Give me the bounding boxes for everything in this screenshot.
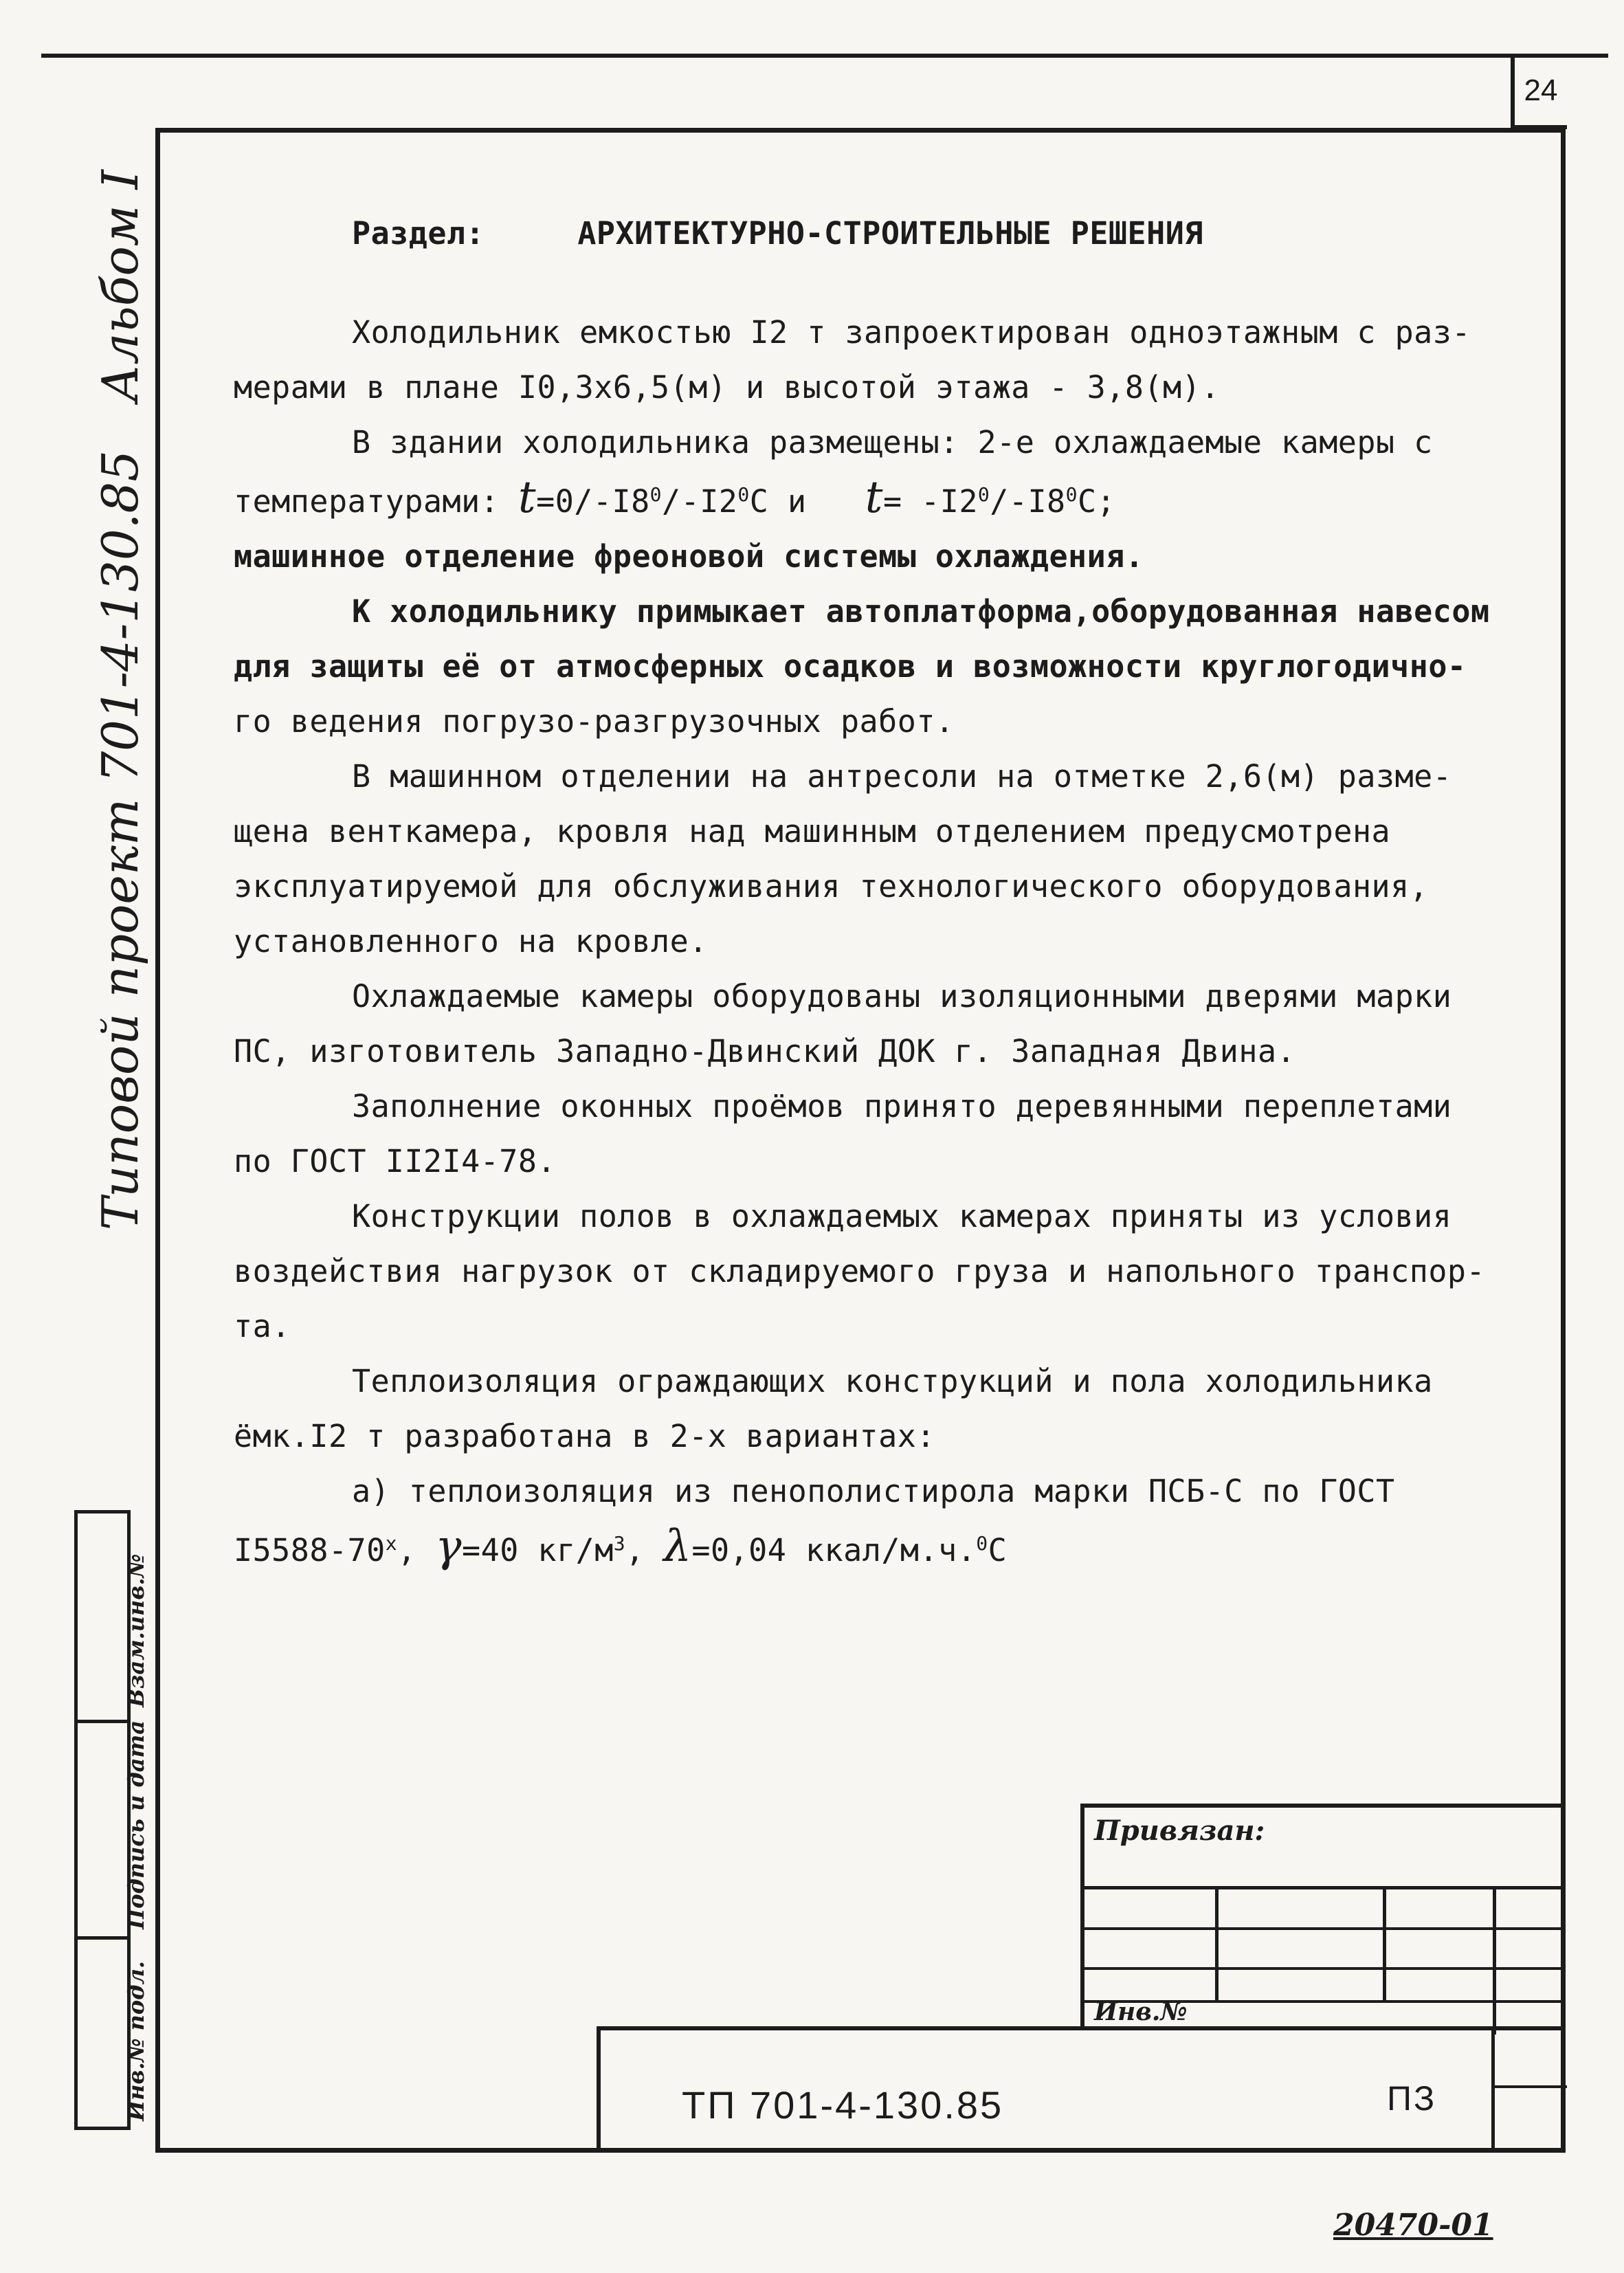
paragraph-3-line-3: го ведения погрузо-разгрузочных работ.	[234, 703, 955, 740]
temperature-values-2a: = -I2	[882, 483, 978, 520]
document-code: ТП 701-4-130.85	[682, 2083, 1004, 2127]
gost-number: I5588-70	[234, 1532, 386, 1568]
gamma-symbol: γ	[435, 1521, 463, 1572]
degree-sign: 0	[1065, 483, 1078, 506]
section-heading	[234, 206, 1539, 261]
archive-number: 20470-01	[1333, 2208, 1493, 2243]
paragraph-2-line-3: машинное отделение фреоновой системы охлаждения.	[234, 538, 1144, 575]
paragraph-9-line-1: а) теплоизоляция из пенополистирола марки ПСБ-С по ГОСТ	[352, 1473, 1395, 1509]
document-body	[234, 206, 1539, 1578]
paragraph-2-line-1: В здании холодильника размещены: 2-е охлаждаемые камеры с	[352, 424, 1433, 461]
degree-sign: 0	[649, 483, 663, 506]
conductivity-unit: С	[988, 1532, 1008, 1568]
paragraph-7-line-2: воздействия нагрузок от складируемого груза и напольного транспор-	[234, 1253, 1486, 1289]
paragraph-4-line-3: эксплуатируемой для обслуживания технологического оборудования,	[234, 868, 1429, 905]
temperature-values-1a: =0/-I8	[536, 483, 650, 520]
paragraph-9-line-2: $I5588-70^х$, γ=40 $кг/м^3$, λ=0,04 ккал/м.ч.$^0$С	[234, 1521, 1008, 1572]
strip-cell-vzam	[78, 1514, 149, 1720]
temperature-values-2c: С;	[1078, 483, 1116, 520]
paragraph-2-line-2	[234, 470, 1539, 529]
temperature-symbol-2: t	[865, 472, 883, 523]
paragraph-1-line-2: мерами в плане I0,3х6,5(м) и высотой этажа - 3,8(м).	[234, 369, 1220, 406]
stamp-col-line	[1493, 1886, 1496, 2034]
temperature-values-1c: С и	[749, 483, 807, 520]
lambda-symbol: λ	[663, 1521, 692, 1572]
top-border-rule	[41, 54, 1608, 58]
project-designation: Типовой проект 701-4-130.85	[91, 450, 149, 1230]
degree-sign: 0	[737, 483, 750, 506]
title-block	[597, 2026, 1566, 2153]
paragraph-5-line-2: ПС, изготовитель Западно-Двинский ДОК г. Западная Двина.	[234, 1033, 1296, 1069]
strip-label-inv: Инв.№ подл.	[123, 1960, 149, 2121]
paragraph-7-line-1: Конструкции полов в охлаждаемых камерах приняты из условия	[352, 1198, 1452, 1234]
gost-superscript: х	[385, 1532, 398, 1555]
left-approval-strip	[74, 1510, 149, 2130]
paragraph-8-line-1: Теплоизоляция ограждающих конструкций и пола холодильника	[352, 1363, 1433, 1399]
degree-sign: 0	[977, 483, 990, 506]
temperature-values-2b: /-I8	[990, 483, 1066, 520]
degree-sign: 0	[976, 1532, 988, 1555]
binding-label: Привязан:	[1094, 1815, 1265, 1847]
paragraph-4-line-1: В машинном отделении на антресоли на отметке 2,6(м) разме-	[352, 758, 1452, 795]
paragraph-6-line-2: по ГОСТ II2I4-78.	[234, 1143, 557, 1179]
page-number: 24	[1511, 58, 1567, 129]
paragraph-7-line-3: та.	[234, 1308, 291, 1344]
paragraph-4-line-4: установленного на кровле.	[234, 923, 708, 960]
conductivity-value: =0,04 ккал/м.ч.	[691, 1532, 977, 1568]
album-label: Альбом I	[91, 170, 149, 402]
strip-cell-inv	[78, 1936, 149, 2127]
title-row-line	[1491, 2085, 1567, 2088]
temperatures-label: температурами:	[234, 483, 500, 520]
temperature-symbol-1: t	[518, 472, 537, 523]
paragraph-5-line-1: Охлаждаемые камеры оборудованы изоляционными дверями марки	[352, 978, 1452, 1014]
section-label: Раздел:	[352, 215, 485, 252]
binding-stamp	[1080, 1804, 1566, 2030]
title-col-line	[1491, 2030, 1495, 2153]
paragraph-1-line-1: Холодильник емкостью I2 т запроектирован одноэтажным с раз-	[352, 314, 1471, 351]
margin-title	[82, 21, 158, 1230]
cubic-superscript: 3	[613, 1532, 626, 1555]
paragraph-3-line-1: К холодильнику примыкает автоплатформа,оборудованная навесом	[352, 593, 1490, 630]
strip-cell-signature	[78, 1720, 149, 1936]
density-value: =40 кг/м	[462, 1532, 614, 1568]
stamp-col-line	[1215, 1886, 1219, 2003]
inventory-number-label: Инв.№	[1094, 1997, 1188, 2026]
paragraph-6-line-1: Заполнение оконных проёмов принято деревянными переплетами	[352, 1088, 1452, 1124]
strip-label-vzam: Взам.инв.№	[123, 1553, 149, 1707]
paragraph-8-line-2: ёмк.I2 т разработана в 2-х вариантах:	[234, 1418, 935, 1454]
strip-label-signature: Подпись и дата	[123, 1720, 149, 1929]
sheet-designation: ПЗ	[1387, 2079, 1437, 2118]
paragraph-3-line-2: для защиты её от атмосферных осадков и возможности круглогодично-	[234, 648, 1467, 685]
section-title: АРХИТЕКТУРНО-СТРОИТЕЛЬНЫЕ РЕШЕНИЯ	[577, 215, 1203, 252]
temperature-values-1b: /-I2	[662, 483, 738, 520]
stamp-col-line	[1383, 1886, 1386, 2003]
paragraph-4-line-2: щена венткамера, кровля над машинным отделением предусмотрена	[234, 813, 1391, 850]
